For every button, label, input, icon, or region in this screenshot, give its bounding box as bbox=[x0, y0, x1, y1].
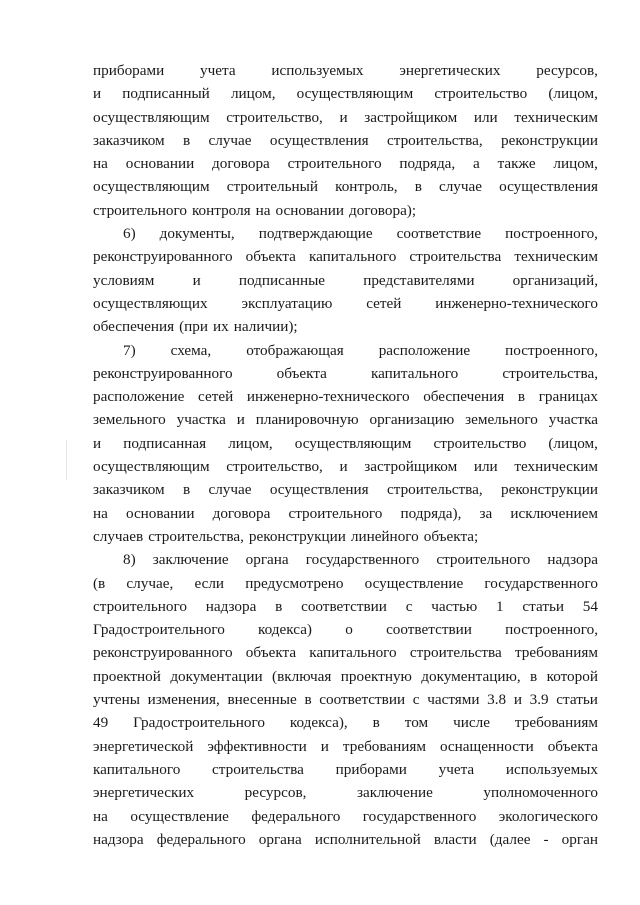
word: осуществление bbox=[130, 807, 229, 825]
word: строительного bbox=[436, 551, 531, 569]
word: в bbox=[275, 597, 283, 615]
word: подписанная bbox=[123, 434, 207, 452]
word: 3.9 bbox=[529, 691, 549, 709]
word: строительство bbox=[434, 85, 528, 103]
word: в bbox=[530, 667, 538, 685]
word: расположение bbox=[378, 341, 471, 359]
word: осуществление bbox=[364, 574, 464, 592]
word: капитального bbox=[308, 248, 397, 266]
word: строительство, bbox=[226, 108, 323, 126]
word: строительства, bbox=[502, 364, 598, 382]
word: строительства, bbox=[387, 131, 483, 149]
word: построенного, bbox=[505, 341, 598, 359]
word: строительства bbox=[212, 760, 304, 778]
word: земельного bbox=[93, 411, 166, 429]
word: исключением bbox=[510, 504, 598, 522]
word: сетей bbox=[366, 294, 402, 312]
word: в bbox=[182, 481, 191, 499]
word: если bbox=[194, 574, 225, 592]
document-body bbox=[93, 59, 598, 851]
word: организаций, bbox=[512, 271, 598, 289]
word: внесенные bbox=[227, 691, 297, 709]
word: том bbox=[404, 714, 429, 732]
word: отображающая bbox=[246, 341, 344, 359]
text-line bbox=[93, 222, 598, 245]
word: о bbox=[345, 621, 353, 639]
word: осуществления bbox=[269, 481, 369, 499]
word: и bbox=[339, 458, 348, 476]
word: строительства, bbox=[387, 481, 483, 499]
word: энергетических bbox=[93, 784, 195, 802]
word: требованиям bbox=[514, 644, 598, 662]
word: в bbox=[304, 691, 312, 709]
word: учета bbox=[200, 62, 236, 79]
word: 49 bbox=[93, 714, 109, 732]
word: осуществляющим bbox=[93, 458, 210, 476]
word: приборами bbox=[93, 62, 165, 79]
text-line bbox=[93, 595, 598, 618]
word: подряда), bbox=[400, 504, 462, 522]
word: расположение bbox=[93, 388, 185, 406]
text-line bbox=[93, 59, 598, 82]
text-line bbox=[93, 82, 598, 105]
word: обеспечения bbox=[423, 388, 505, 406]
word: случае bbox=[208, 481, 252, 499]
word: статьи bbox=[522, 597, 565, 615]
word: уполномоченного bbox=[483, 784, 598, 802]
word: соответствие bbox=[396, 225, 482, 243]
word: оснащенности bbox=[439, 737, 534, 755]
word: используемых bbox=[505, 760, 598, 778]
word: инженерно-технического bbox=[246, 388, 410, 406]
word: в bbox=[182, 131, 191, 149]
word: техническим bbox=[514, 108, 598, 126]
word: объекта bbox=[245, 248, 296, 266]
text-line bbox=[93, 385, 598, 408]
word: условиям bbox=[93, 271, 155, 289]
word: также bbox=[497, 155, 536, 173]
word: частью bbox=[431, 597, 478, 615]
word: подряда, bbox=[399, 155, 456, 173]
word: застройщиком bbox=[364, 458, 458, 476]
word: документации bbox=[170, 667, 263, 685]
text-line bbox=[93, 641, 598, 664]
word: исполнительной bbox=[314, 830, 421, 848]
word: экологического bbox=[498, 807, 598, 825]
word: построенного, bbox=[505, 621, 598, 639]
word: федерального bbox=[251, 807, 341, 825]
word: 1 bbox=[496, 597, 504, 615]
text-line bbox=[93, 618, 598, 641]
word: строительного bbox=[93, 597, 187, 615]
word: лицом, bbox=[228, 434, 273, 452]
word: реконструкции bbox=[248, 527, 346, 545]
word: основании bbox=[125, 155, 195, 173]
word: государственного bbox=[305, 551, 420, 569]
word: Градостроительного bbox=[133, 714, 265, 732]
word: заключение bbox=[152, 551, 229, 569]
word: схема, bbox=[170, 341, 212, 359]
word: договора); bbox=[349, 201, 417, 219]
word: их bbox=[213, 318, 229, 336]
word: контроль, bbox=[335, 178, 398, 196]
text-line bbox=[93, 665, 598, 688]
text-line bbox=[93, 805, 598, 828]
word: учета bbox=[438, 760, 475, 778]
word: государственного bbox=[484, 574, 598, 592]
word: а bbox=[473, 155, 480, 173]
word: требованиям bbox=[342, 737, 426, 755]
word: на bbox=[93, 155, 108, 173]
word: и bbox=[320, 737, 329, 755]
word: органа bbox=[258, 830, 302, 848]
word: заказчиком bbox=[93, 131, 165, 149]
word: и bbox=[236, 411, 245, 429]
word: реконструкции bbox=[500, 131, 598, 149]
word: линейного bbox=[350, 527, 419, 545]
word: соответствии bbox=[301, 597, 387, 615]
word: земельного bbox=[465, 411, 538, 429]
text-line bbox=[93, 152, 598, 175]
word: участка bbox=[176, 411, 226, 429]
text-line bbox=[93, 502, 598, 525]
word: контроля bbox=[191, 201, 251, 219]
word: и bbox=[93, 434, 102, 452]
text-line bbox=[93, 432, 598, 455]
word: объекта bbox=[245, 644, 297, 662]
word: федерального bbox=[156, 830, 246, 848]
word: осуществляющим bbox=[296, 85, 414, 103]
text-line bbox=[93, 408, 598, 431]
word: подписанные bbox=[238, 271, 326, 289]
word: осуществляющим bbox=[294, 434, 412, 452]
text-line bbox=[93, 175, 598, 198]
word: на bbox=[255, 201, 271, 219]
text-line bbox=[93, 245, 598, 268]
word: осуществляющим bbox=[93, 178, 210, 196]
word: документы, bbox=[159, 225, 235, 243]
word: органа bbox=[245, 551, 289, 569]
text-line bbox=[93, 478, 598, 501]
word: проектной bbox=[93, 667, 161, 685]
text-line bbox=[93, 362, 598, 385]
word: договора bbox=[212, 504, 271, 522]
word: организацию bbox=[369, 411, 455, 429]
word: строительства, bbox=[148, 527, 244, 545]
text-line bbox=[93, 781, 598, 804]
word: строительного bbox=[288, 504, 383, 522]
word: строительство, bbox=[226, 458, 323, 476]
word: Градостроительного bbox=[93, 621, 225, 639]
word: (лицом, bbox=[548, 85, 598, 103]
word: осуществления bbox=[269, 131, 369, 149]
word: в bbox=[372, 714, 380, 732]
word: инженерно-технического bbox=[435, 294, 598, 312]
word: изменения, bbox=[147, 691, 220, 709]
word: реконструкции bbox=[500, 481, 598, 499]
word: эффективности bbox=[207, 737, 307, 755]
word: или bbox=[473, 458, 498, 476]
word: государственного bbox=[362, 807, 477, 825]
word: соответствии bbox=[319, 691, 406, 709]
word: кодекса), bbox=[289, 714, 348, 732]
word: объекта bbox=[547, 737, 598, 755]
text-line bbox=[93, 292, 598, 315]
word: (лицом, bbox=[548, 434, 598, 452]
word: в bbox=[517, 388, 526, 406]
word: и bbox=[93, 85, 102, 103]
word: лицом, bbox=[230, 85, 276, 103]
text-line bbox=[93, 315, 598, 338]
word: власти bbox=[433, 830, 477, 848]
word: надзора bbox=[93, 830, 144, 848]
word: реконструированного bbox=[93, 644, 233, 662]
word: капитального bbox=[309, 644, 397, 662]
scan-margin-mark bbox=[66, 440, 67, 480]
text-line bbox=[93, 548, 598, 571]
word: лицом, bbox=[553, 155, 598, 173]
word: строительного bbox=[93, 201, 187, 219]
word: которой bbox=[546, 667, 598, 685]
text-line bbox=[93, 711, 598, 734]
word: техническим bbox=[514, 248, 598, 266]
word: с bbox=[412, 691, 420, 709]
word: числе bbox=[453, 714, 490, 732]
word: реконструированного bbox=[93, 364, 233, 382]
text-line bbox=[93, 199, 598, 222]
word: в bbox=[414, 178, 422, 196]
word: орган bbox=[561, 830, 598, 848]
word: надзора bbox=[547, 551, 598, 569]
word: приборами bbox=[335, 760, 407, 778]
word: на bbox=[93, 807, 108, 825]
word: (при bbox=[179, 318, 209, 336]
word: (включая bbox=[272, 667, 332, 685]
word: учтены bbox=[93, 691, 140, 709]
word: техническим bbox=[514, 458, 598, 476]
word: участка bbox=[548, 411, 598, 429]
word: заказчиком bbox=[93, 481, 165, 499]
word: обеспечения bbox=[93, 318, 175, 336]
word: застройщиком bbox=[364, 108, 458, 126]
word: соответствии bbox=[386, 621, 472, 639]
word: заключение bbox=[356, 784, 433, 802]
word: границах bbox=[538, 388, 598, 406]
word: строительный bbox=[226, 178, 318, 196]
word: предусмотрено bbox=[245, 574, 344, 592]
word: планировочную bbox=[255, 411, 359, 429]
word: капитального bbox=[93, 760, 181, 778]
word: - bbox=[543, 830, 549, 848]
word: (в bbox=[93, 574, 106, 592]
text-line bbox=[93, 572, 598, 595]
word: и bbox=[513, 691, 522, 709]
word: осуществляющих bbox=[93, 294, 208, 312]
word: 54 bbox=[582, 597, 598, 615]
word: надзора bbox=[205, 597, 257, 615]
word: основании bbox=[125, 504, 195, 522]
text-line bbox=[93, 828, 598, 851]
word: сетей bbox=[198, 388, 234, 406]
word: (далее bbox=[489, 830, 531, 848]
word: строительство bbox=[433, 434, 527, 452]
word: случае bbox=[208, 131, 252, 149]
text-line bbox=[93, 735, 598, 758]
word: энергетических bbox=[399, 62, 501, 79]
word: энергетической bbox=[93, 737, 194, 755]
word: ресурсов, bbox=[244, 784, 307, 802]
text-line bbox=[93, 106, 598, 129]
word: случае, bbox=[126, 574, 174, 592]
word: 6) bbox=[123, 225, 136, 243]
word: реконструированного bbox=[93, 248, 233, 266]
text-line bbox=[93, 525, 598, 548]
word: основании bbox=[275, 201, 345, 219]
text-line bbox=[93, 758, 598, 781]
word: документацию, bbox=[421, 667, 521, 685]
word: и bbox=[192, 271, 201, 289]
word: статьи bbox=[556, 691, 598, 709]
word: подтверждающие bbox=[258, 225, 373, 243]
word: 7) bbox=[123, 341, 136, 359]
word: с bbox=[405, 597, 413, 615]
text-line bbox=[93, 269, 598, 292]
text-line bbox=[93, 688, 598, 711]
word: объекта; bbox=[423, 527, 479, 545]
word: осуществляющим bbox=[93, 108, 210, 126]
word: 8) bbox=[123, 551, 136, 569]
word: или bbox=[473, 108, 498, 126]
word: эксплуатацию bbox=[241, 294, 333, 312]
word: договора bbox=[212, 155, 270, 173]
text-line bbox=[93, 129, 598, 152]
text-line bbox=[93, 339, 598, 362]
word: случае bbox=[438, 178, 483, 196]
word: наличии); bbox=[233, 318, 298, 336]
word: за bbox=[479, 504, 493, 522]
word: на bbox=[93, 504, 108, 522]
text-line bbox=[93, 455, 598, 478]
word: требованиям bbox=[514, 714, 598, 732]
word: объекта bbox=[276, 364, 327, 382]
word: частями bbox=[427, 691, 480, 709]
word: построенного, bbox=[505, 225, 598, 243]
word: строительного bbox=[287, 155, 382, 173]
word: строительства bbox=[409, 248, 502, 266]
word: подписанный bbox=[122, 85, 210, 103]
word: случаев bbox=[93, 527, 144, 545]
word: осуществления bbox=[499, 178, 598, 196]
word: представителями bbox=[363, 271, 475, 289]
word: 3.8 bbox=[487, 691, 507, 709]
word: капитального bbox=[370, 364, 459, 382]
word: ресурсов, bbox=[536, 62, 598, 79]
word: проектную bbox=[340, 667, 412, 685]
word: используемых bbox=[271, 62, 364, 79]
word: строительства bbox=[409, 644, 502, 662]
word: кодекса) bbox=[258, 621, 312, 639]
word: и bbox=[339, 108, 348, 126]
